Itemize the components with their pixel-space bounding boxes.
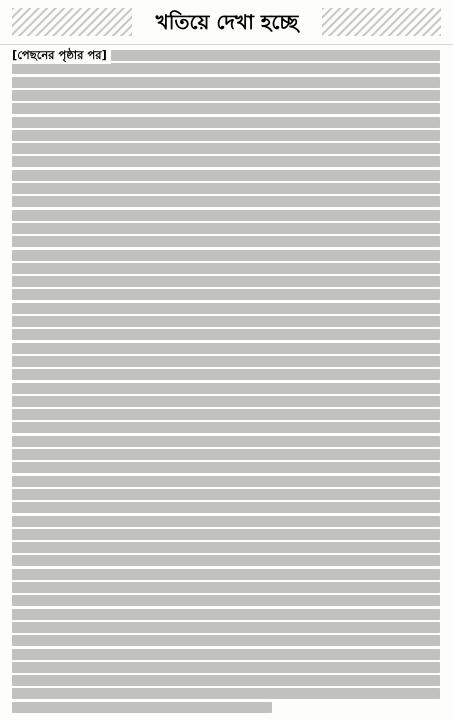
body-text-line	[12, 502, 440, 513]
body-text-line	[12, 675, 440, 686]
body-text-line	[12, 436, 440, 447]
body-text-line	[12, 130, 440, 141]
headline-hatch-right	[322, 8, 441, 36]
body-text-line	[12, 223, 440, 234]
body-text-line	[12, 688, 440, 699]
body-text-line	[12, 276, 440, 287]
headline-hatch-left	[12, 8, 132, 36]
body-text-line	[12, 77, 440, 88]
body-text-line	[12, 595, 440, 606]
body-text-line	[12, 635, 440, 646]
body-text-line	[12, 250, 440, 261]
body-text-line	[12, 383, 440, 394]
body-text-line	[12, 476, 440, 487]
body-text-line	[12, 90, 440, 101]
body-text-line	[12, 396, 440, 407]
body-text-line	[12, 329, 440, 340]
article-headline: খতিয়ে দেখা হচ্ছে	[140, 4, 314, 40]
body-text-line	[12, 529, 440, 540]
body-text-line	[12, 569, 440, 580]
body-text-line	[12, 409, 440, 420]
body-text-line	[12, 143, 440, 154]
body-text-line	[12, 622, 440, 633]
body-text-line	[12, 356, 440, 367]
headline-band	[0, 0, 453, 45]
body-text-line	[12, 609, 440, 620]
body-text-line	[12, 516, 440, 527]
body-text-line	[12, 63, 440, 74]
body-text-line	[12, 183, 440, 194]
continuation-tag: [পেছনের পৃষ্ঠার পর]	[12, 46, 111, 64]
body-text-line	[12, 555, 440, 566]
body-text-line	[12, 449, 440, 460]
body-text-line	[12, 582, 440, 593]
body-text-line	[12, 117, 440, 128]
body-text-line	[12, 289, 440, 300]
body-text-line	[12, 263, 440, 274]
body-text-line	[12, 196, 440, 207]
body-text-line	[12, 303, 440, 314]
body-text-line	[12, 316, 440, 327]
body-text-line	[12, 170, 440, 181]
body-text-line	[12, 489, 440, 500]
body-text-line	[12, 103, 440, 114]
body-text-line	[12, 649, 440, 660]
body-text-line	[12, 702, 272, 713]
body-text-line	[12, 343, 440, 354]
body-text-line	[12, 369, 440, 380]
body-text-line	[12, 422, 440, 433]
body-text-line	[12, 662, 440, 673]
body-text-line	[12, 210, 440, 221]
body-text-line	[12, 462, 440, 473]
body-text-line	[12, 156, 440, 167]
body-text-line	[12, 236, 440, 247]
body-text-line	[12, 542, 440, 553]
